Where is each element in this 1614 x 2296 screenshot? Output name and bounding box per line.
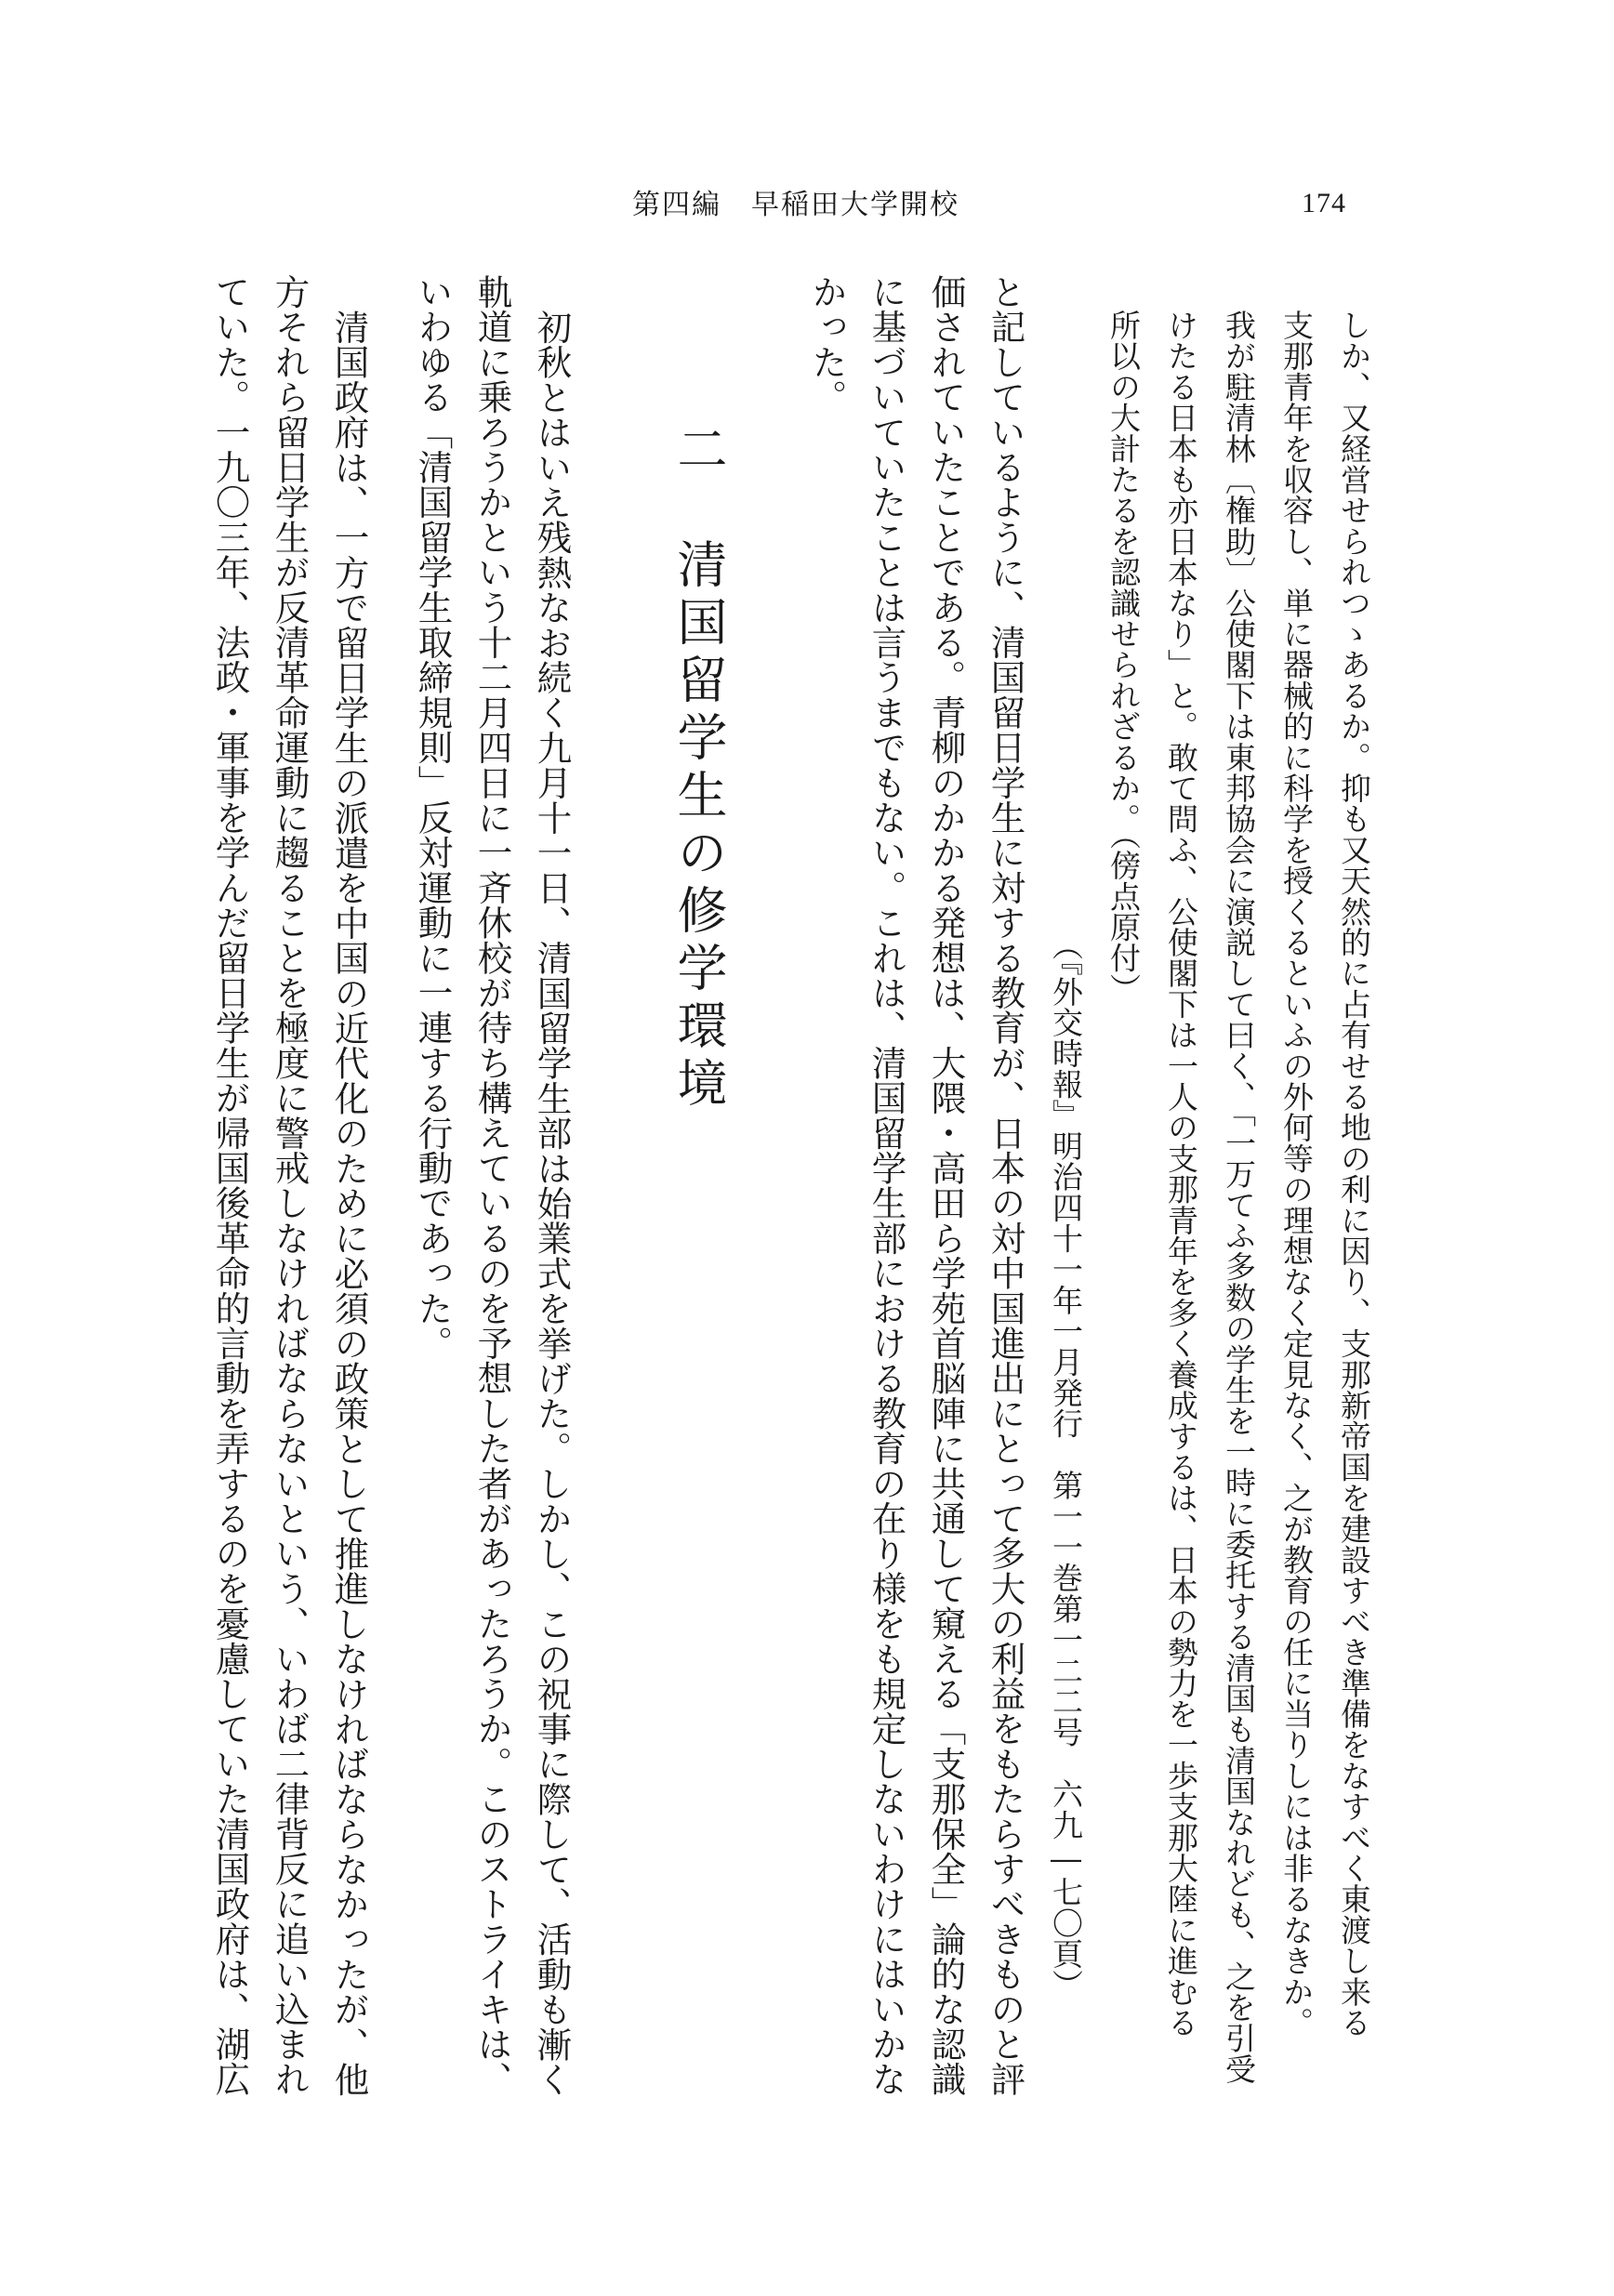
paragraph2-line-3: いわゆる「清国留学生取締規則」反対運動に一連する行動であった。	[412, 274, 454, 1361]
quote-line-4: けたる日本も亦日本なり」と。敢て問ふ、公使閣下は一人の支那青年を多く養成するは、日本の勢力を一歩支那大陸に進むる	[1163, 310, 1199, 2039]
paragraph2-line-2: 軌道に乗ろうかという十二月四日に一斉休校が待ち構えているのを予想した者があったろうか。このストライキは、	[471, 274, 513, 2097]
paragraph1-line-4: かった。	[806, 274, 848, 415]
paragraph1-line-3: に基づいていたことは言うまでもない。これは、清国留学生部における教育の在り様をも規定しないわけにはいかな	[866, 274, 907, 2097]
paragraph1-line-1: と記しているように、清国留日学生に対する教育が、日本の対中国進出にとって多大の利益をもたらすべきものと評	[985, 274, 1026, 2097]
paragraph1-line-2: 価されていたことである。青柳のかかる発想は、大隈・高田ら学苑首脳陣に共通して窺える「支那保全」論的な認識	[925, 274, 967, 2097]
quote-line-2: 支那青年を収容し、単に器械的に科学を授くるといふの外何等の理想なく定見なく、之が教育の任に当りしには非るなきか。	[1278, 310, 1315, 2039]
page-number: 174	[1302, 188, 1346, 218]
paragraph3-line-1: 清国政府は、一方で留日学生の派遣を中国の近代化のために必須の政策として推進しなければならなかったが、他	[328, 310, 370, 2097]
quote-line-3: 我が駐清林〔権助〕公使閣下は東邦協会に演説して曰く、「一万てふ多数の学生を一時に委托する清国も清国なれども、之を引受	[1221, 310, 1257, 2085]
quote-line-5: 所以の大計たるを認識せられざるか。（傍点原付）	[1105, 310, 1142, 1005]
quote-citation: （『外交時報』明治四十一年一月発行 第一一巻第一二二号 六九―七〇頁）	[1048, 930, 1084, 2000]
running-head-title: 第四編 早稲田大学開校	[632, 189, 959, 221]
paragraph2-line-1: 初秋とはいえ残熱なお続く九月十一日、清国留学生部は始業式を挙げた。しかし、この祝事に際して、活動も漸く	[531, 310, 573, 2097]
section-heading: 二 清国留学生の修学環境	[669, 423, 728, 1115]
paragraph3-line-2: 方それら留日学生が反清革命運動に趨ることを極度に警戒しなければならないという、いわば二律背反に追い込まれ	[269, 274, 311, 2097]
paragraph3-line-3: ていた。一九〇三年、法政・軍事を学んだ留日学生が帰国後革命的言動を弄するのを憂慮していた清国政府は、湖広	[209, 274, 251, 2097]
quote-line-1: しか、又経営せられつゝあるか。抑も又天然的に占有せる地の利に因り、支那新帝国を建設すべき準備をなすべく東渡し来る	[1336, 310, 1372, 2039]
